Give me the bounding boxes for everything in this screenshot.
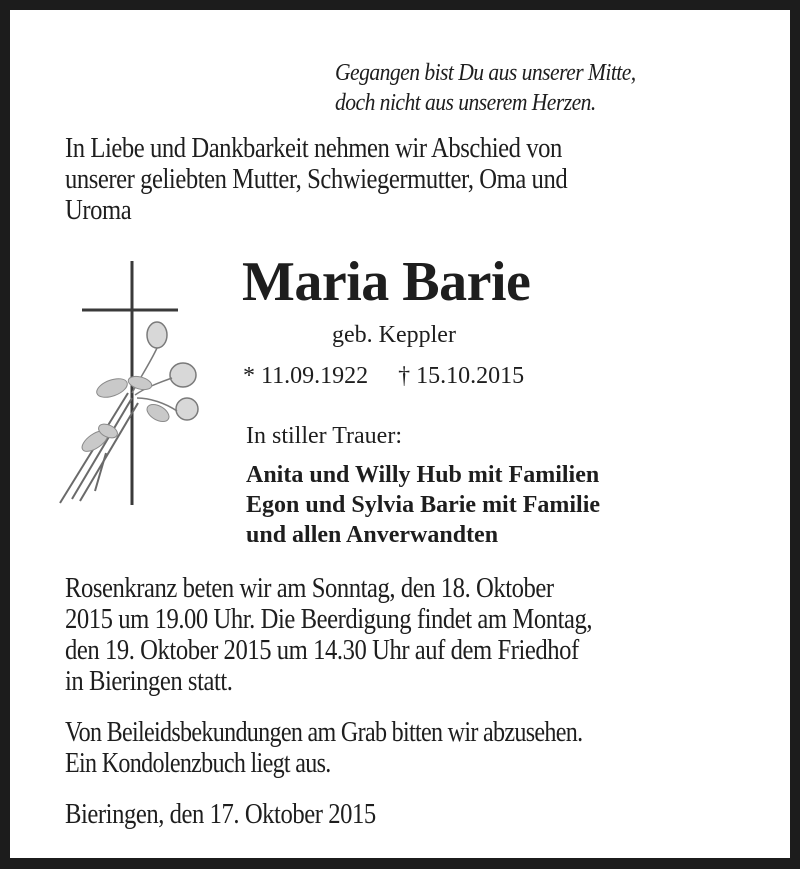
service-line: in Bieringen statt. (65, 666, 233, 697)
intro-line: In Liebe und Dankbarkeit nehmen wir Abschied von (65, 133, 562, 164)
condolence-line: Ein Kondolenzbuch liegt aus. (65, 748, 331, 779)
service-details (65, 573, 592, 697)
place-date-line: Bieringen, den 17. Oktober 2015 (65, 799, 376, 830)
motto-quote (335, 58, 636, 118)
mourner-line: Anita und Willy Hub mit Familien (246, 462, 600, 488)
life-dates (243, 361, 524, 391)
service-line: Rosenkranz beten wir am Sonntag, den 18. Oktober (65, 573, 554, 604)
cross-with-roses-icon (40, 253, 210, 518)
place-and-date (65, 799, 376, 830)
intro-line: Uroma (65, 195, 132, 226)
mourner-line: Egon und Sylvia Barie mit Familie (246, 492, 601, 518)
motto-line: doch nicht aus unserem Herzen. (335, 90, 596, 116)
mourning-label: In stiller Trauer: (246, 423, 402, 449)
obituary-notice (10, 10, 790, 858)
service-line: 2015 um 19.00 Uhr. Die Beerdigung findet am Montag, (65, 604, 593, 635)
death-date: † 15.10.2015 (398, 363, 525, 389)
motto-line: Gegangen bist Du aus unserer Mitte, (335, 60, 636, 86)
condolence-note (65, 717, 582, 779)
intro-line: unserer geliebten Mutter, Schwiegermutter, Oma und (65, 164, 568, 195)
mourners-list (246, 460, 600, 550)
birth-date: * 11.09.1922 (243, 363, 369, 389)
intro-text (65, 133, 567, 226)
deceased-name: Maria Barie (242, 251, 531, 313)
mourner-line: und allen Anverwandten (246, 522, 499, 548)
maiden-name: geb. Keppler (332, 322, 456, 348)
service-line: den 19. Oktober 2015 um 14.30 Uhr auf dem Friedhof (65, 635, 579, 666)
condolence-line: Von Beileidsbekundungen am Grab bitten wir abzusehen. (65, 717, 583, 748)
